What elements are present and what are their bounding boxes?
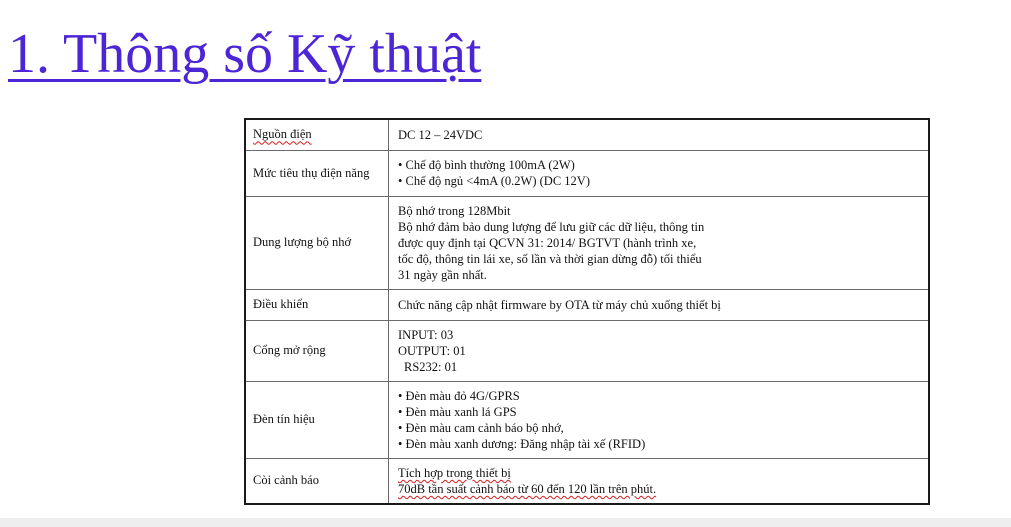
value-line: được quy định tại QCVN 31: 2014/ BGTVT (hành trình xe, [398,235,697,250]
value-line: Bộ nhớ trong 128Mbit [398,203,511,218]
row-label: Cổng mở rộng [245,320,389,381]
value-line: RS232: 01 [404,359,458,374]
table-row [245,381,929,458]
table-row [245,150,929,196]
row-label: Còi cảnh báo [245,458,389,504]
value-line: • Đèn màu đỏ 4G/GPRS [398,388,921,404]
value-line: Chức năng cập nhật firmware by OTA từ máy chủ xuống thiết bị [398,297,721,312]
row-value [389,119,930,150]
row-label: Dung lượng bộ nhớ [245,196,389,289]
page-title[interactable]: 1. Thông số Kỹ thuật [8,23,482,85]
value-line: Bộ nhớ đảm bảo dung lượng để lưu giữ các dữ liệu, thông tin [398,219,705,234]
value-line [398,481,921,497]
table-row [245,458,929,504]
row-label: Đèn tín hiệu [245,381,389,458]
value-text: 70dB tần suất cảnh báo từ 60 đến 120 lần trên phút. [398,481,657,496]
value-line [398,465,921,481]
table-row [245,119,929,150]
value-line: • Đèn màu cam cảnh báo bộ nhớ, [398,420,921,436]
value-line: • Đèn màu xanh lá GPS [398,404,921,420]
value-line: DC 12 – 24VDC [398,127,483,142]
value-line: OUTPUT: 01 [398,343,466,358]
row-value [389,458,930,504]
value-line: tốc độ, thông tin lái xe, số lần và thời gian dừng đỗ) tối thiểu [398,251,702,266]
row-label: Mức tiêu thụ điện năng [245,150,389,196]
row-value [389,320,930,381]
table-row [245,320,929,381]
row-value [389,196,930,289]
row-value [389,289,930,320]
bottom-strip [0,518,1011,527]
value-line: 31 ngày gần nhất. [398,267,487,282]
value-line: • Chế độ bình thường 100mA (2W) [398,157,921,173]
value-line: • Chế độ ngủ <4mA (0.2W) (DC 12V) [398,173,921,189]
table-row [245,289,929,320]
value-line: • Đèn màu xanh dương: Đăng nhập tài xế (RFID) [398,436,921,452]
value-line: INPUT: 03 [398,327,454,342]
row-value [389,381,930,458]
spec-table [244,118,930,505]
table-row [245,196,929,289]
row-label [245,119,389,150]
row-value [389,150,930,196]
row-label: Điều khiển [245,289,389,320]
row-label-text: Nguồn điện [253,127,312,142]
value-text: Tích hợp trong thiết bị [398,465,511,480]
